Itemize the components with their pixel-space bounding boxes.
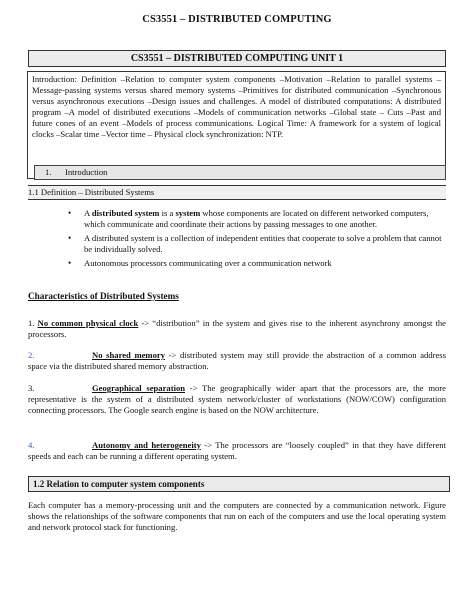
characteristic-term-1: No common physical clock xyxy=(37,318,139,328)
intro-section-bar xyxy=(34,165,446,180)
characteristic-item-1: 1. No common physical clock -> “distribution” in the system and gives rise to the inherent asynchrony amongst the processors. xyxy=(28,318,446,339)
section-1-2-bar: 1.2 Relation to computer system components xyxy=(28,476,450,492)
bullet-item-2: • A distributed system is a collection of independent entities that cooperate to solve a problem that cannot be individually solved. xyxy=(68,233,442,254)
characteristic-term-4: Autonomy and heterogeneity xyxy=(92,440,201,450)
relation-paragraph: Each computer has a memory-processing unit and the computers are connected by a communication network. Figure shows the relationships of the software components that run on each of the computers and use the local operating system and network protocol stack for functioning. xyxy=(28,500,446,532)
characteristic-term-2: No shared memory xyxy=(92,350,165,360)
characteristic-term-3: Geographical separation xyxy=(92,383,186,393)
definition-bullet-list xyxy=(68,208,443,272)
term-distributed-system: distributed system xyxy=(91,208,160,218)
intro-section-number: 1. xyxy=(45,167,52,177)
bullet-item-1: • A distributed system is a system whose components are located on different networked computers, which communicate and coordinate their actions by passing messages to one another. xyxy=(68,208,429,229)
bullet-dot-icon: • xyxy=(68,233,72,243)
term-system: system xyxy=(175,208,201,218)
intro-section-label: Introduction xyxy=(65,167,108,177)
syllabus-box: Introduction: Definition –Relation to computer system components –Motivation –Relation to parallel systems – Message-passing systems versus shared memory systems –Primitives for distributed communication –Synchronous versus asynchronous executions –Design issues and challenges. A model of distributed computations: A distributed program –A model of distributed executions –Models of communication networks –Global state – Cuts –Past and future cones of an event –Models of process communications. Logical Time: A framework for a system of logical clocks –Scalar time –Vector time – Physical clock synchronization: NTP. xyxy=(27,71,446,179)
characteristic-item-2: 2. No shared memory -> distributed system may still provide the abstraction of a common address space via the distributed shared memory abstraction. xyxy=(28,350,446,371)
bullet-dot-icon: • xyxy=(68,208,72,218)
definition-section-bar: 1.1 Definition – Distributed Systems xyxy=(28,185,446,200)
characteristic-item-4: 4. Autonomy and heterogeneity -> The processors are “loosely coupled” in that they have different speeds and each can be running a different operating system. xyxy=(28,440,446,461)
page-header-title: CS3551 – DISTRIBUTED COMPUTING xyxy=(142,14,332,25)
bullet-dot-icon: • xyxy=(68,258,72,268)
unit-title-box: CS3551 – DISTRIBUTED COMPUTING UNIT 1 xyxy=(28,50,446,67)
characteristics-heading: Characteristics of Distributed Systems xyxy=(28,291,179,301)
bullet-item-3: • Autonomous processors communicating over a communication network xyxy=(68,258,332,268)
characteristic-item-3: 3. Geographical separation -> The geographically wider apart that the processors are, the more representative is the system of a distributed system network/cluster of workstations (NOW/COW) configuration connecting processors. The Google search engine is based on the NOW architecture. xyxy=(28,383,446,415)
